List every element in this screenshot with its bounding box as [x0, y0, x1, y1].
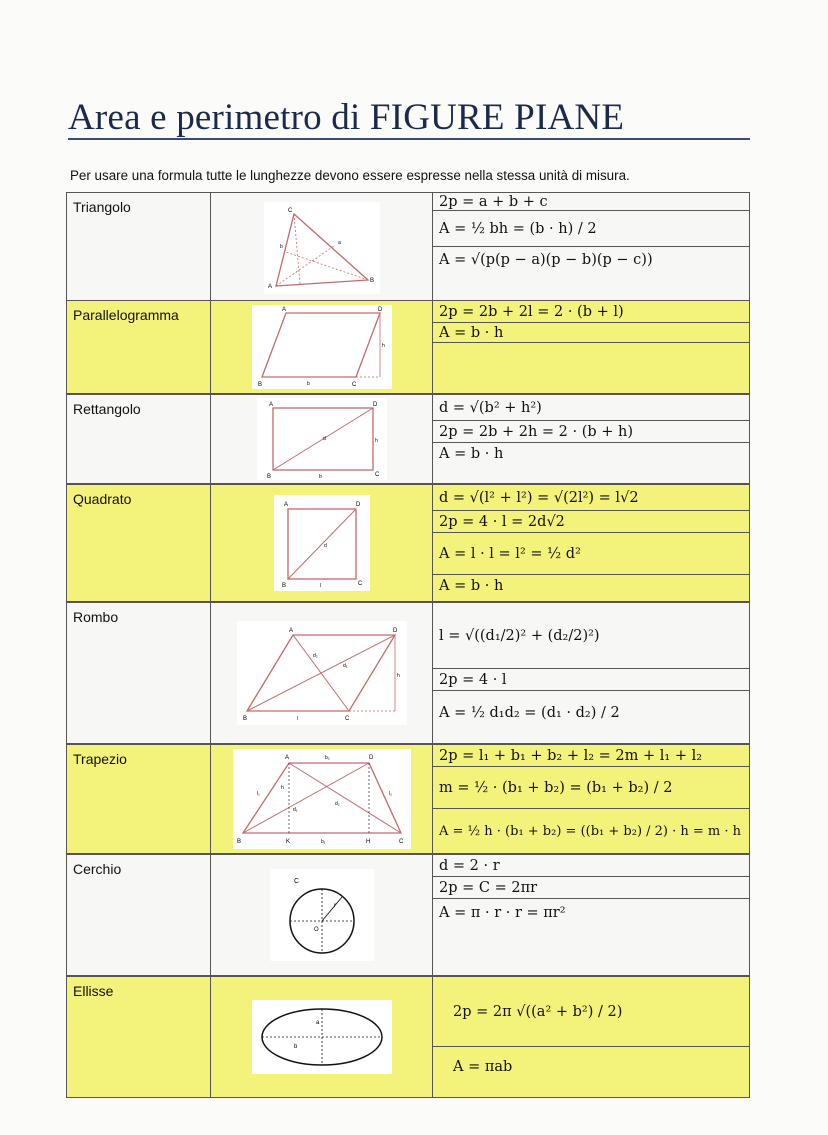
semi-axis-label: b	[293, 1044, 297, 1050]
height-label: h	[280, 785, 284, 791]
shape-name: Trapezio	[67, 745, 211, 853]
vertex-label: D	[368, 755, 373, 761]
formula-cell	[433, 395, 749, 483]
vertex-label: A	[268, 402, 273, 408]
row-trapezio	[66, 744, 750, 854]
figure-cell	[211, 855, 433, 975]
circle-label: C	[293, 878, 299, 885]
vertex-label: B	[281, 583, 286, 589]
vertex-label: B	[257, 382, 262, 388]
vertex-label: C	[344, 716, 349, 722]
figure-cell	[211, 977, 433, 1097]
shape-name: Ellisse	[67, 977, 211, 1097]
row-quadrato	[66, 484, 750, 602]
parallelogram-figure	[252, 305, 392, 389]
side-label: l	[296, 716, 298, 722]
side-label: l	[319, 583, 321, 589]
formula-cell	[433, 745, 749, 853]
side-label: b	[306, 381, 310, 387]
row-triangolo	[66, 192, 750, 304]
formula: A = πab	[453, 1059, 513, 1075]
vertex-label: D	[377, 307, 382, 313]
triangle-figure	[264, 202, 380, 294]
center-label: O	[313, 927, 319, 933]
vertex-label: D	[355, 502, 360, 508]
shape-name: Rombo	[67, 603, 211, 743]
formula-cell	[433, 977, 749, 1097]
side-label: l₂	[388, 791, 392, 797]
circle-figure	[270, 869, 374, 961]
shape-name: Parallelogramma	[67, 301, 211, 393]
figure-cell	[211, 485, 433, 601]
vertex-label: H	[365, 839, 370, 845]
formula: 2p = 2b + 2l = 2 · (b + l)	[433, 301, 749, 323]
figure-cell	[211, 395, 433, 483]
row-rettangolo	[66, 394, 750, 484]
diagonal-label: d₂	[312, 653, 318, 659]
side-label: b	[279, 244, 283, 250]
formula-cell	[433, 603, 749, 743]
formula: A = b · h	[439, 578, 504, 594]
side-label: a	[337, 240, 341, 246]
row-parallelogramma	[66, 300, 750, 394]
formula: 2p = a + b + c	[433, 193, 749, 211]
shape-name: Cerchio	[67, 855, 211, 975]
formula: d = √(l² + l²) = √(2l²) = l√2	[433, 485, 749, 511]
formula: 2p = 2b + 2h = 2 · (b + h)	[433, 421, 749, 443]
vertex-label: B	[242, 716, 247, 722]
vertex-label: A	[283, 502, 288, 508]
side-label: l₁	[256, 791, 260, 797]
formula-cell	[433, 301, 749, 393]
row-rombo	[66, 602, 750, 744]
formula: A = ½ bh = (b · h) / 2	[433, 211, 749, 247]
vertex-label: K	[285, 839, 290, 845]
formula: A = √(p(p − a)(p − b)(p − c))	[439, 252, 653, 268]
vertex-label: A	[284, 755, 289, 761]
figure-cell	[211, 301, 433, 393]
vertex-label: A	[288, 628, 293, 634]
formula: 2p = C = 2πr	[433, 877, 749, 899]
shape-name: Triangolo	[67, 193, 211, 303]
rectangle-figure	[257, 398, 387, 480]
formula: A = π · r · r = πr²	[439, 905, 566, 921]
radius-label: r	[333, 903, 336, 909]
formula: A = l · l = l² = ½ d²	[433, 533, 749, 575]
formula: A = ½ d₁d₂ = (d₁ · d₂) / 2	[439, 705, 620, 721]
figure-cell	[211, 745, 433, 853]
page-title: Area e perimetro di FIGURE PIANE	[68, 97, 625, 138]
formula-cell	[433, 855, 749, 975]
ellipse-figure	[252, 1000, 392, 1074]
vertex-label: C	[398, 839, 403, 845]
figure-cell	[211, 193, 433, 303]
formula: l = √((d₁/2)² + (d₂/2)²)	[433, 603, 749, 669]
vertex-label: C	[357, 581, 362, 587]
vertex-label: B	[236, 839, 241, 845]
diagonal-label: d₂	[334, 801, 340, 807]
side-label: b₂	[324, 755, 330, 761]
vertex-label: B	[266, 474, 271, 480]
row-ellisse	[66, 976, 750, 1098]
height-label: h	[374, 438, 378, 444]
vertex-label: A	[281, 307, 286, 313]
shape-name: Rettangolo	[67, 395, 211, 483]
formula: A = b · h	[439, 446, 504, 462]
diagonal-label: d	[323, 543, 327, 549]
formula: 2p = 4 · l	[433, 669, 749, 691]
formula: d = √(b² + h²)	[433, 395, 749, 421]
side-label: b₁	[320, 839, 325, 845]
diagonal-label: d	[322, 436, 326, 442]
vertex-label: A	[267, 284, 272, 290]
vertex-label: D	[392, 628, 397, 634]
formula-cell	[433, 485, 749, 601]
formula: A = b · h	[433, 323, 749, 343]
formula-cell	[433, 193, 749, 303]
vertex-label: C	[287, 208, 292, 214]
square-figure	[274, 495, 370, 591]
vertex-label: C	[351, 382, 356, 388]
height-label: h	[396, 673, 400, 679]
diagonal-label: d₁	[342, 663, 347, 669]
side-label: b	[318, 474, 322, 480]
title-underline	[68, 138, 750, 140]
vertex-label: C	[374, 472, 379, 478]
shape-name: Quadrato	[67, 485, 211, 601]
formula	[433, 343, 749, 393]
figure-cell	[211, 603, 433, 743]
formula: 2p = l₁ + b₁ + b₂ + l₂ = 2m + l₁ + l₂	[433, 745, 749, 767]
formula: 2p = 2π √((a² + b²) / 2)	[433, 977, 749, 1047]
formula: A = ½ h · (b₁ + b₂) = ((b₁ + b₂) / 2) · h = m · h	[439, 823, 742, 839]
vertex-label: D	[372, 402, 377, 408]
units-note: Per usare una formula tutte le lunghezze devono essere espresse nella stessa unità di misura.	[70, 168, 630, 183]
row-cerchio	[66, 854, 750, 976]
semi-axis-label: a	[315, 1020, 319, 1026]
rhombus-figure	[237, 621, 407, 725]
vertex-label: B	[369, 278, 374, 284]
diagonal-label: d₁	[292, 807, 297, 813]
formula: d = 2 · r	[433, 855, 749, 877]
formula: 2p = 4 · l = 2d√2	[433, 511, 749, 533]
height-label: h	[381, 343, 385, 349]
formula: m = ½ · (b₁ + b₂) = (b₁ + b₂) / 2	[433, 767, 749, 809]
trapezoid-figure	[233, 749, 411, 849]
